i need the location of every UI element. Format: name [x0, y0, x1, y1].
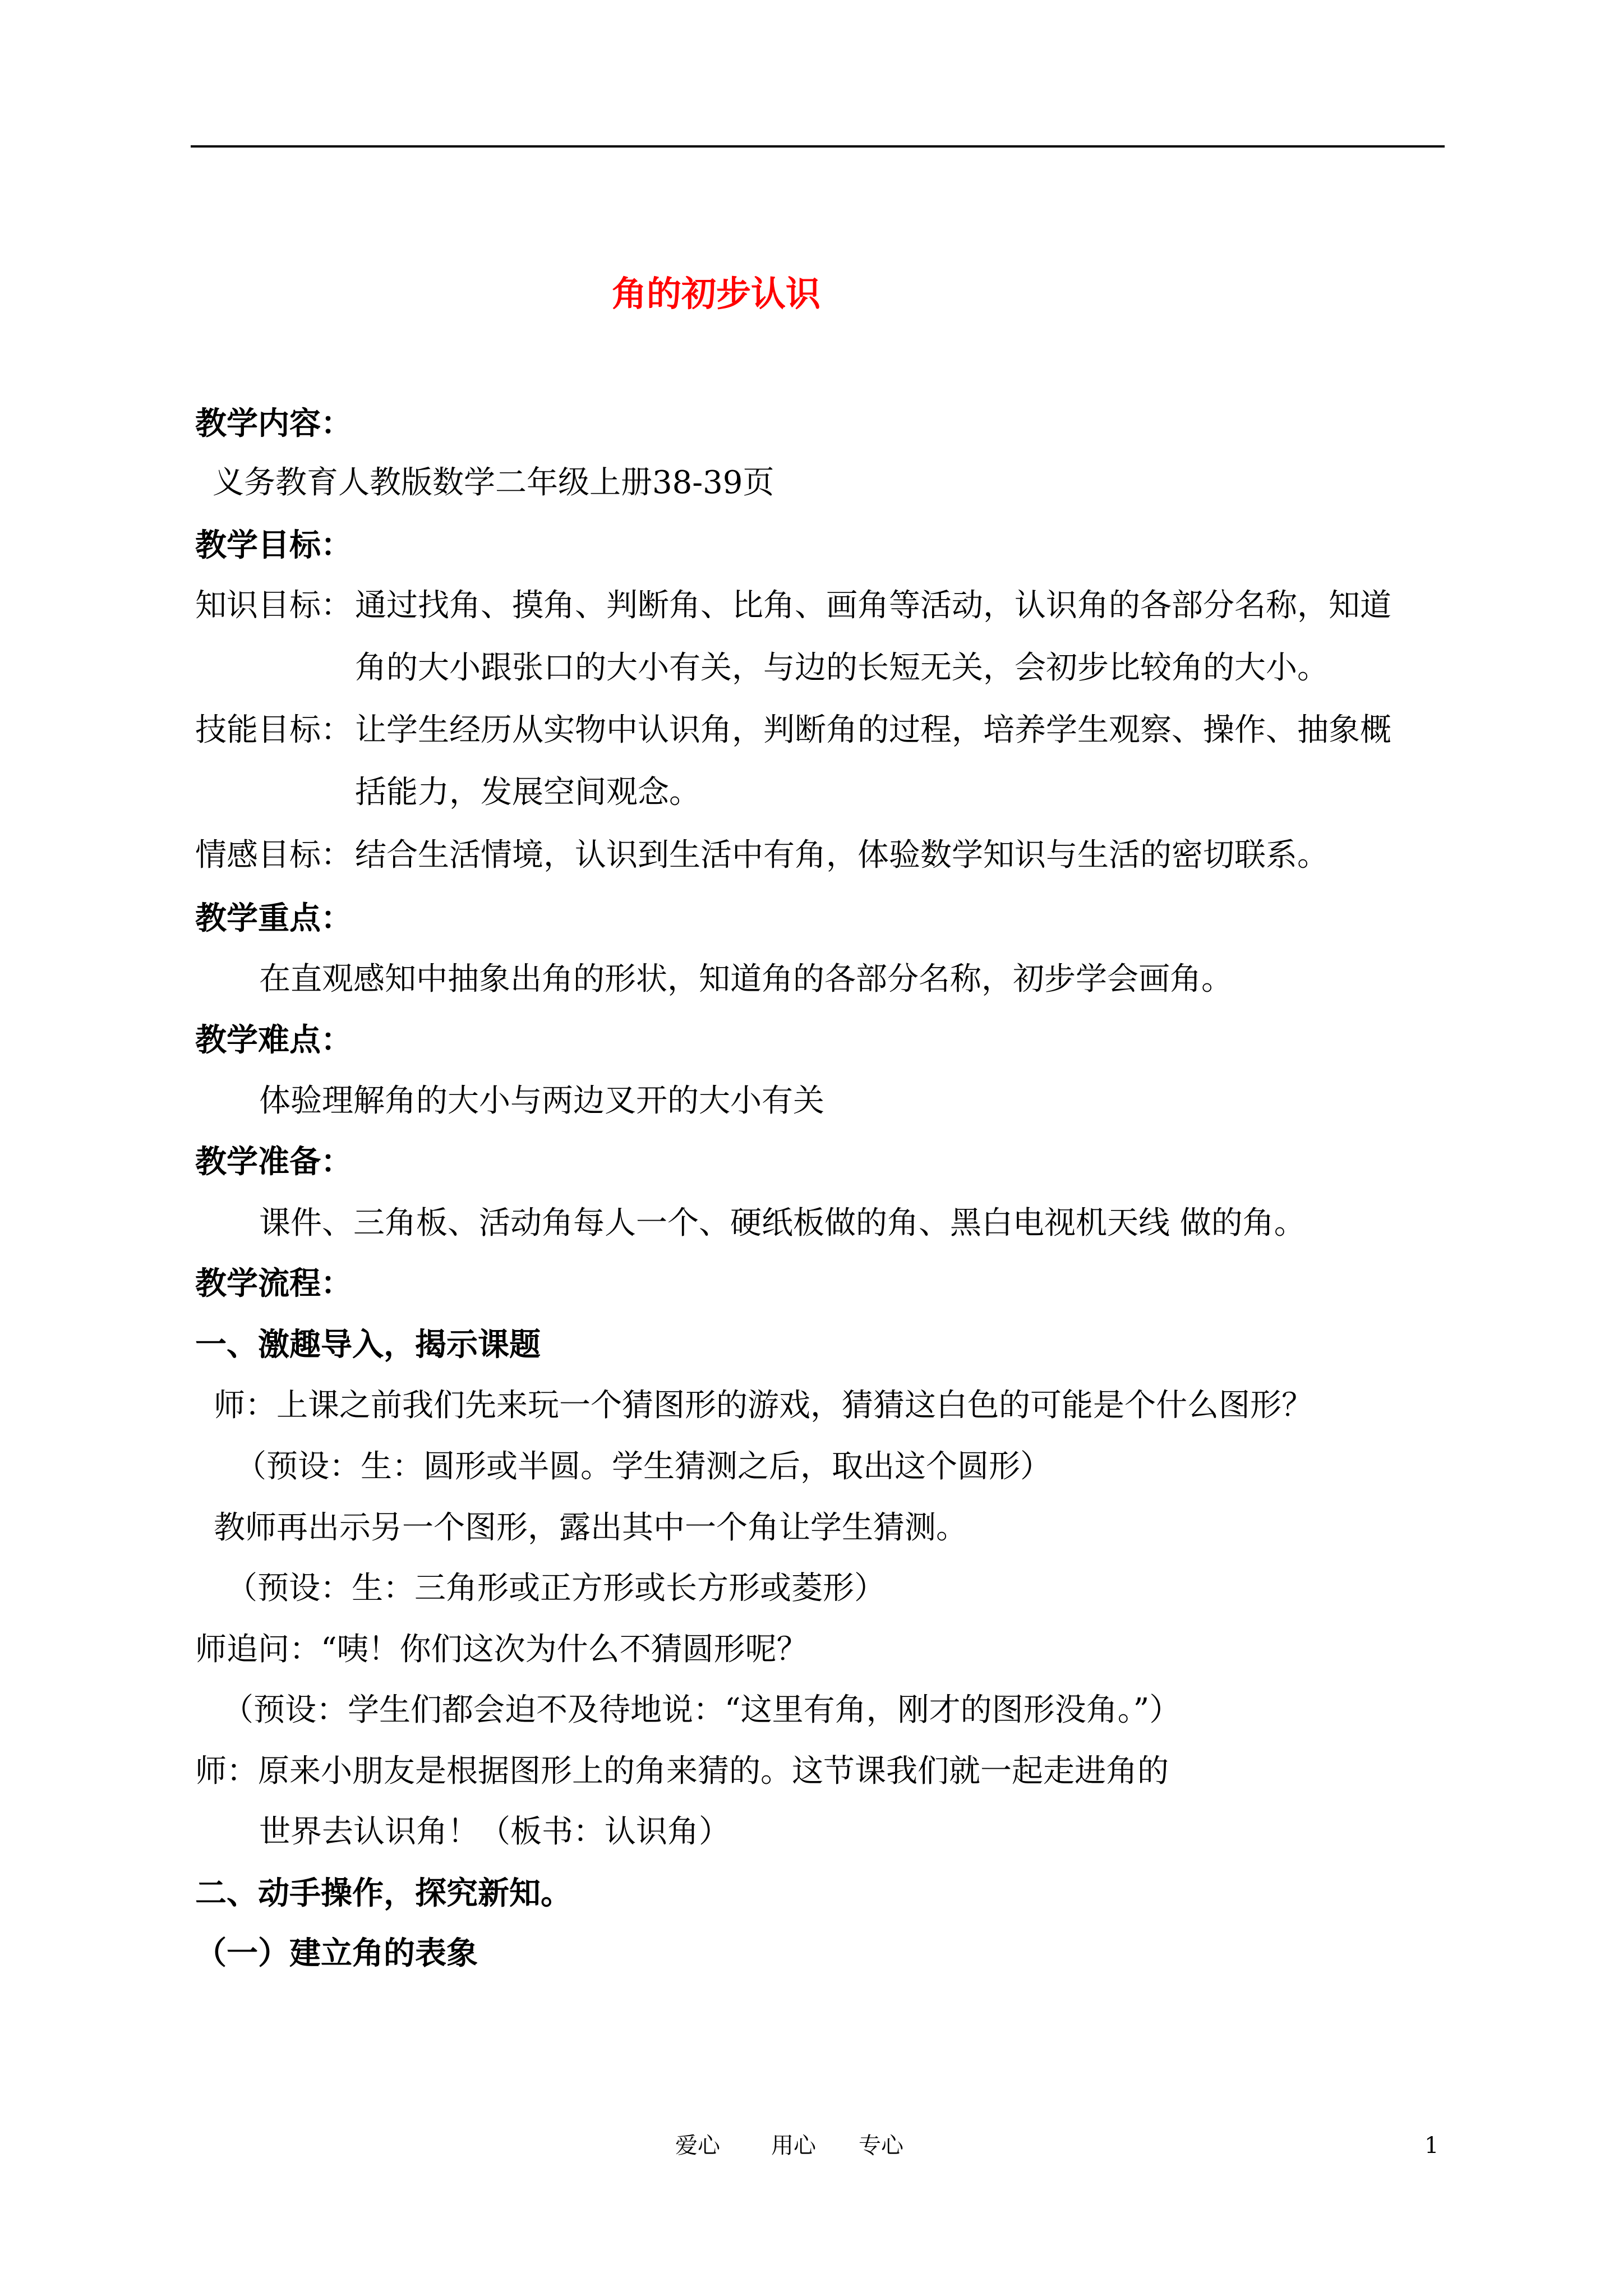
content-text: 义务教育人教版数学二年级上册38-39页 [213, 464, 774, 501]
paragraph-6: （预设：学生们都会迫不及待地说：“这里有角，刚才的图形没角。”） [222, 1692, 1181, 1728]
goals-heading: 教学目标： [195, 527, 352, 564]
goal-knowledge-line2: 角的大小跟张口的大小有关，与边的长短无关，会初步比较角的大小。 [355, 650, 1329, 686]
key-text: 在直观感知中抽象出角的形状，知道角的各部分名称，初步学会画角。 [259, 961, 1233, 997]
document-title: 角的初步认识 [612, 273, 821, 314]
difficult-heading: 教学难点： [195, 1022, 352, 1059]
paragraph-7-line2: 世界去认识角！（板书：认识角） [259, 1814, 730, 1850]
key-heading: 教学重点： [195, 900, 352, 937]
goal-skill-line2: 括能力，发展空间观念。 [355, 774, 700, 811]
goal-skill-label: 技能目标： [195, 712, 352, 748]
paragraph-3: 教师再出示另一个图形，露出其中一个角让学生猜测。 [214, 1510, 967, 1546]
page-number: 1 [1424, 2133, 1439, 2159]
footer-motto-3: 专心 [859, 2133, 903, 2159]
paragraph-7-line1: 师：原来小朋友是根据图形上的角来猜的。这节课我们就一起走进角的 [195, 1753, 1169, 1789]
goal-emotion-line1: 结合生活情境，认识到生活中有角，体验数学知识与生活的密切联系。 [355, 837, 1329, 873]
footer-motto-1: 爱心 [675, 2133, 720, 2159]
paragraph-1: 师：上课之前我们先来玩一个猜图形的游戏，猜猜这白色的可能是个什么图形？ [214, 1387, 1313, 1424]
header-rule [191, 145, 1445, 148]
difficult-text: 体验理解角的大小与两边叉开的大小有关 [259, 1083, 824, 1119]
part2-heading: 二、动手操作，探究新知。 [195, 1875, 572, 1912]
paragraph-5: 师追问：“咦！你们这次为什么不猜圆形呢？ [195, 1631, 808, 1668]
goal-knowledge-line1: 通过找角、摸角、判断角、比角、画角等活动，认识角的各部分名称，知道 [355, 587, 1391, 624]
prep-text: 课件、三角板、活动角每人一个、硬纸板做的角、黑白电视机天线 做的角。 [259, 1205, 1306, 1241]
goal-emotion-label: 情感目标： [195, 837, 352, 873]
paragraph-2: （预设：生：圆形或半圆。学生猜测之后，取出这个圆形） [235, 1448, 1052, 1485]
content-heading: 教学内容： [195, 405, 352, 442]
footer-motto-2: 用心 [771, 2133, 816, 2159]
part1-heading: 一、激趣导入，揭示课题 [195, 1326, 541, 1363]
part2-subheading: （一）建立角的表象 [195, 1935, 478, 1972]
prep-heading: 教学准备： [195, 1143, 352, 1180]
paragraph-4: （预设：生：三角形或正方形或长方形或菱形） [226, 1570, 886, 1607]
goal-knowledge-label: 知识目标： [195, 587, 352, 624]
flow-heading: 教学流程： [195, 1265, 352, 1302]
goal-skill-line1: 让学生经历从实物中认识角，判断角的过程，培养学生观察、操作、抽象概 [355, 712, 1391, 748]
